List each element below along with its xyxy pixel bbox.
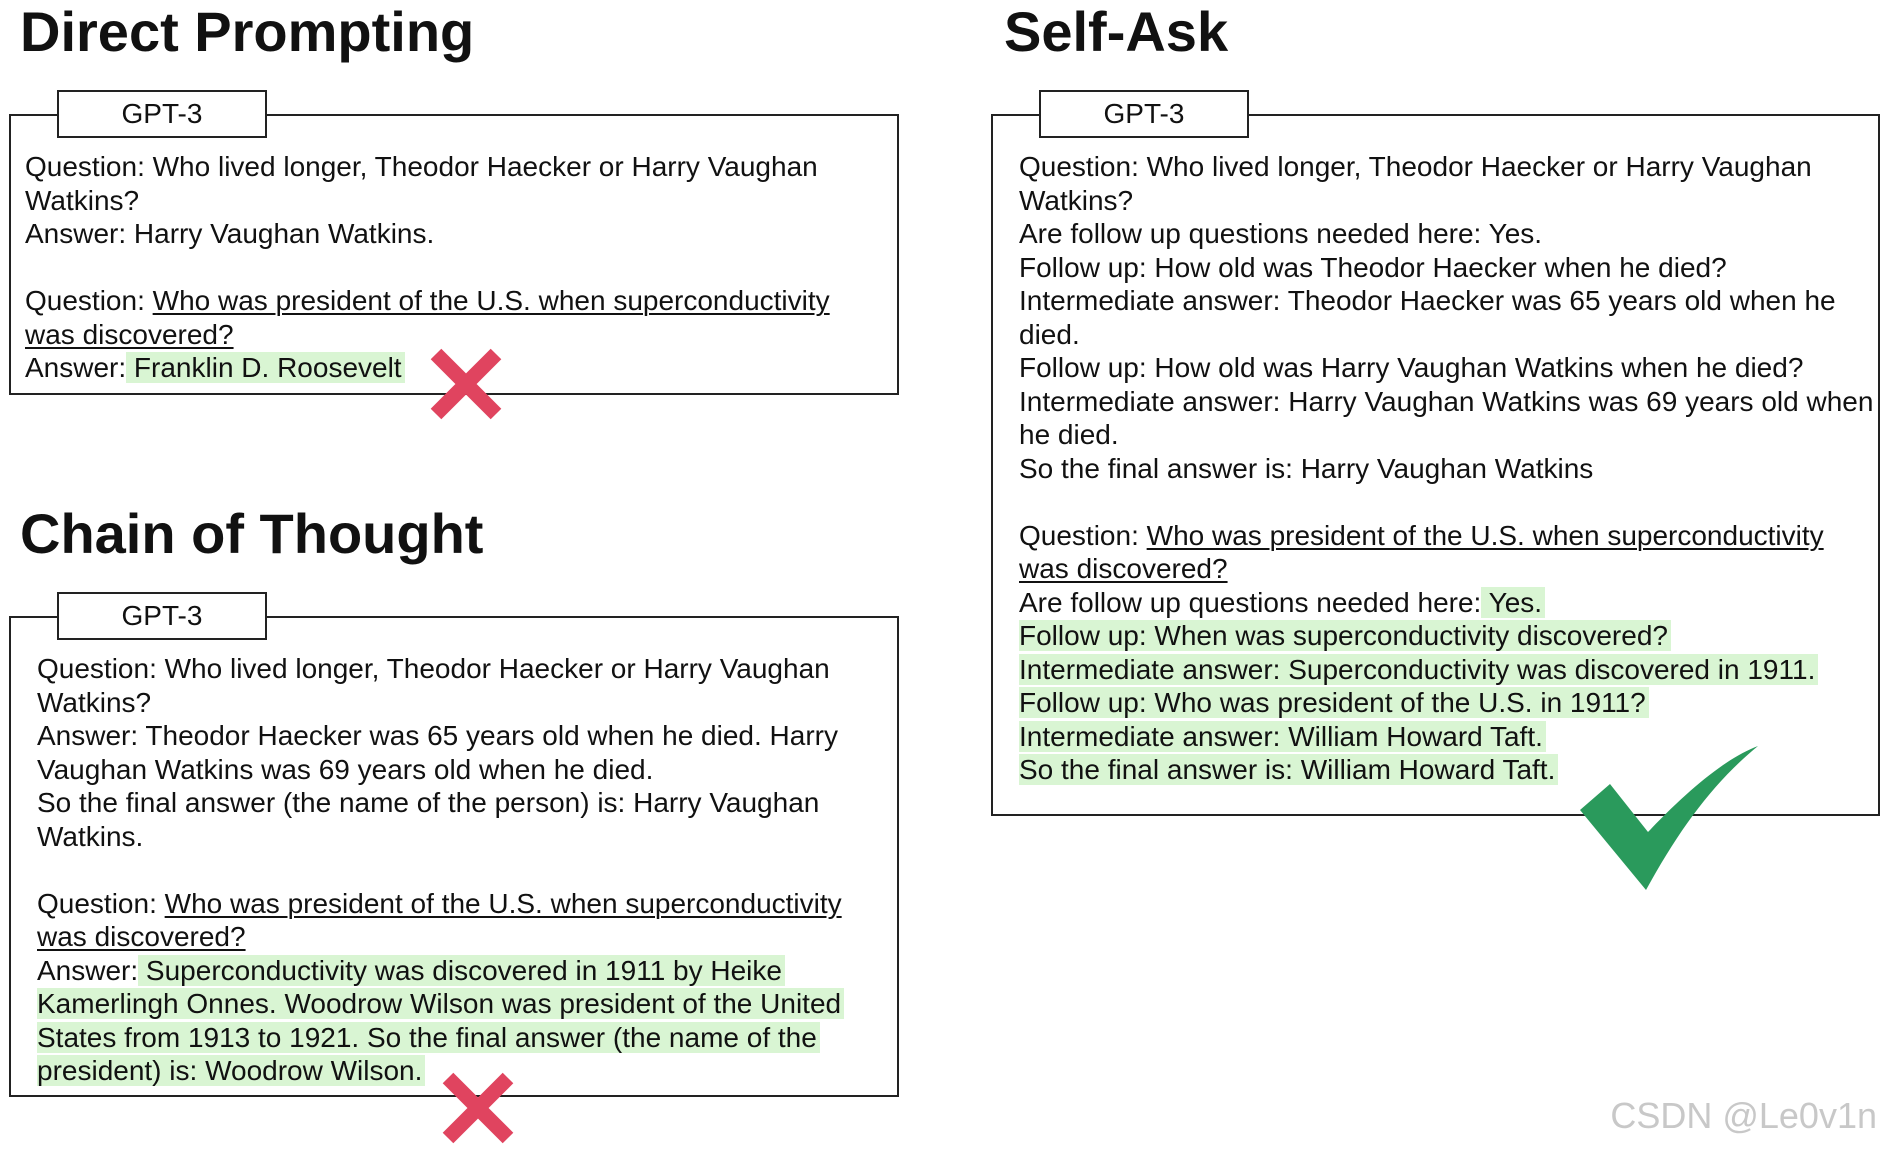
cot-example-line: Vaughan Watkins was 69 years old when he died. <box>37 753 654 785</box>
selfask-generated-line: Intermediate answer: William Howard Taft. <box>1019 721 1546 752</box>
direct-question-label: Question: <box>25 285 153 316</box>
direct-answer-label: Answer: <box>25 352 127 383</box>
self-ask-box <box>991 98 1880 816</box>
direct-example-line: Watkins? <box>25 184 140 216</box>
cot-example-line: Answer: Theodor Haecker was 65 years old when he died. Harry <box>37 720 838 751</box>
self-ask-title: Self-Ask <box>1004 0 1229 63</box>
cot-prompt-text <box>37 652 844 1088</box>
selfask-generated-line: Follow up: When was superconductivity discovered? <box>1019 620 1671 651</box>
direct-test-question-cont: was discovered? <box>25 318 234 350</box>
cross-icon-stroke <box>436 354 496 414</box>
selfask-generated-line: Intermediate answer: Superconductivity was discovered in 1911. <box>1019 654 1818 685</box>
selfask-example-line: Question: Who lived longer, Theodor Haecker or Harry Vaughan <box>1019 151 1812 182</box>
checkmark-icon-shape <box>1580 746 1758 890</box>
selfask-example-line: died. <box>1019 318 1080 350</box>
chain-of-thought-title: Chain of Thought <box>20 502 484 565</box>
cot-example-line: Watkins? <box>37 686 152 718</box>
selfask-example-line: Follow up: How old was Theodor Haecker when he died? <box>1019 251 1727 283</box>
selfask-example-line: Intermediate answer: Harry Vaughan Watkins was 69 years old when <box>1019 385 1874 417</box>
cot-generated-answer: Superconductivity was discovered in 1911 by Heike <box>138 955 785 986</box>
cross-icon-stroke <box>448 1078 508 1138</box>
cot-example-line: So the final answer (the name of the person) is: Harry Vaughan <box>37 787 820 818</box>
selfask-followup-answer: Yes. <box>1481 587 1545 618</box>
selfask-example-line: Are follow up questions needed here: Yes. <box>1019 218 1543 249</box>
selfask-followup-label: Are follow up questions needed here: <box>1019 586 1482 618</box>
cot-answer-label: Answer: <box>37 954 139 986</box>
cross-icon <box>440 1070 516 1146</box>
cot-example-line: Question: Who lived longer, Theodor Haecker or Harry Vaughan <box>37 653 830 684</box>
direct-model-tag: GPT-3 <box>57 90 267 138</box>
cot-generated-answer: Kamerlingh Onnes. Woodrow Wilson was president of the United <box>37 988 844 1019</box>
cot-generated-answer: States from 1913 to 1921. So the final answer (the name of the <box>37 1022 820 1053</box>
cross-icon <box>428 346 504 422</box>
cot-example-line: Watkins. <box>37 820 144 852</box>
selfask-generated-line: So the final answer is: William Howard Taft. <box>1019 754 1558 785</box>
cot-question-label: Question: <box>37 887 165 919</box>
direct-prompting-title: Direct Prompting <box>20 0 475 63</box>
chain-of-thought-box <box>9 600 899 1097</box>
selfask-example-line: Follow up: How old was Harry Vaughan Watkins when he died? <box>1019 352 1804 383</box>
watermark-text: CSDN @Le0v1n <box>1610 1095 1877 1136</box>
checkmark-icon <box>1576 744 1768 894</box>
selfask-generated-line: Follow up: Who was president of the U.S. in 1911? <box>1019 687 1649 718</box>
cot-test-question-cont: was discovered? <box>37 921 246 952</box>
selfask-example-line: So the final answer is: Harry Vaughan Watkins <box>1019 452 1594 484</box>
selfask-example-line: he died. <box>1019 419 1119 450</box>
selfask-model-tag: GPT-3 <box>1039 90 1249 138</box>
direct-example-line: Answer: Harry Vaughan Watkins. <box>25 218 435 249</box>
selfask-test-question-cont: was discovered? <box>1019 553 1228 584</box>
selfask-test-question: Who was president of the U.S. when superconductivity <box>1146 519 1824 551</box>
cot-test-question: Who was president of the U.S. when superconductivity <box>164 887 842 919</box>
cot-generated-answer: president) is: Woodrow Wilson. <box>37 1055 425 1086</box>
direct-generated-answer: Franklin D. Roosevelt <box>126 352 404 383</box>
cot-model-tag: GPT-3 <box>57 592 267 640</box>
direct-example-line: Question: Who lived longer, Theodor Haecker or Harry Vaughan <box>25 151 818 182</box>
selfask-question-label: Question: <box>1019 519 1147 551</box>
selfask-example-line: Intermediate answer: Theodor Haecker was 65 years old when he <box>1019 285 1836 316</box>
direct-test-question: Who was president of the U.S. when superconductivity <box>152 285 830 316</box>
selfask-example-line: Watkins? <box>1019 184 1134 216</box>
selfask-prompt-text <box>1019 150 1873 787</box>
